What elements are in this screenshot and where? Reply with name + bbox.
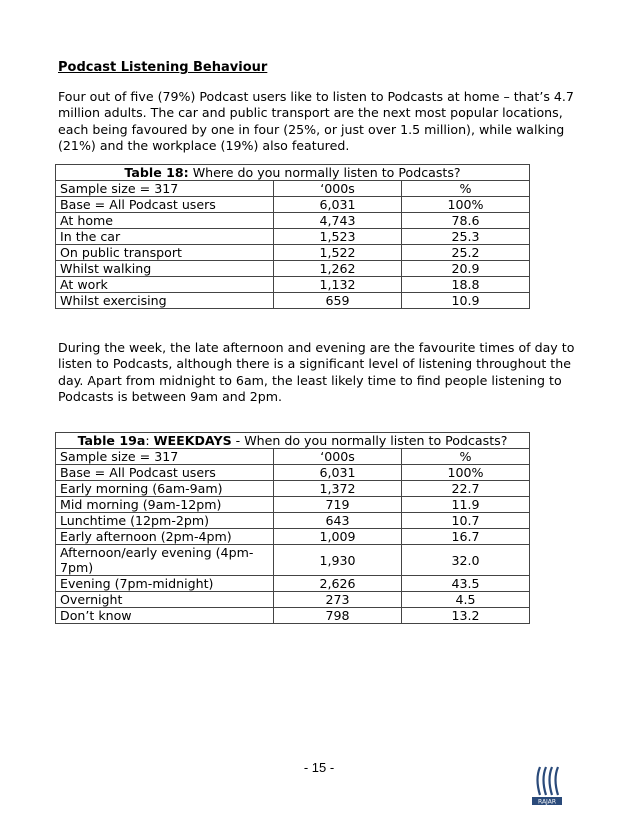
thousands-cell: 1,009 bbox=[274, 529, 402, 545]
table-row bbox=[56, 529, 530, 545]
percent-cell: 10.7 bbox=[402, 513, 530, 529]
percent-cell: 100% bbox=[402, 465, 530, 481]
percent-cell: 78.6 bbox=[402, 213, 530, 229]
thousands-cell: 6,031 bbox=[274, 465, 402, 481]
thousands-cell: ‘000s bbox=[274, 181, 402, 197]
table-row bbox=[56, 197, 530, 213]
table-row bbox=[56, 592, 530, 608]
percent-cell: 25.3 bbox=[402, 229, 530, 245]
percent-cell: 11.9 bbox=[402, 497, 530, 513]
thousands-cell: 1,523 bbox=[274, 229, 402, 245]
thousands-cell: 719 bbox=[274, 497, 402, 513]
table-row bbox=[56, 608, 530, 624]
row-label: Sample size = 317 bbox=[56, 181, 274, 197]
thousands-cell: 6,031 bbox=[274, 197, 402, 213]
percent-cell: % bbox=[402, 449, 530, 465]
thousands-cell: 1,930 bbox=[274, 545, 402, 576]
percent-cell: 100% bbox=[402, 197, 530, 213]
weekday-paragraph: During the week, the late afternoon and evening are the favourite times of day to listen to Podcasts, although there is a significant level of listening throughout the day. Apart from midnight to 6am, the least likely time to find people listening to Podcasts is between 9am and 2pm. bbox=[58, 340, 575, 404]
svg-text:RAJAR: RAJAR bbox=[538, 798, 556, 805]
table-row bbox=[56, 277, 530, 293]
table-header-row bbox=[56, 449, 530, 465]
table-row bbox=[56, 465, 530, 481]
table-row bbox=[56, 513, 530, 529]
percent-cell: 25.2 bbox=[402, 245, 530, 261]
section-heading: Podcast Listening Behaviour bbox=[58, 60, 268, 75]
table-caption-row bbox=[56, 433, 530, 449]
thousands-cell: 1,132 bbox=[274, 277, 402, 293]
table-caption: Table 19a: WEEKDAYS - When do you normally listen to Podcasts? bbox=[56, 433, 530, 449]
row-label: At home bbox=[56, 213, 274, 229]
row-label: Don’t know bbox=[56, 608, 274, 624]
thousands-cell: 798 bbox=[274, 608, 402, 624]
percent-cell: 18.8 bbox=[402, 277, 530, 293]
table-row bbox=[56, 261, 530, 277]
thousands-cell: 4,743 bbox=[274, 213, 402, 229]
percent-cell: 16.7 bbox=[402, 529, 530, 545]
table-row bbox=[56, 576, 530, 592]
row-label: Overnight bbox=[56, 592, 274, 608]
percent-cell: 43.5 bbox=[402, 576, 530, 592]
row-label: Sample size = 317 bbox=[56, 449, 274, 465]
row-label: Evening (7pm-midnight) bbox=[56, 576, 274, 592]
intro-paragraph: Four out of five (79%) Podcast users like to listen to Podcasts at home – that’s 4.7 million adults. The car and public transport are the next most popular locations, each being favoured by one in four (25%, or just over 1.5 million), while walking (21%) and the workplace (19%) also featured. bbox=[58, 89, 574, 153]
page-number: - 15 - bbox=[303, 760, 335, 775]
row-label: On public transport bbox=[56, 245, 274, 261]
percent-cell: 22.7 bbox=[402, 481, 530, 497]
table-caption-row bbox=[56, 165, 530, 181]
row-label: Mid morning (9am-12pm) bbox=[56, 497, 274, 513]
row-label: Whilst walking bbox=[56, 261, 274, 277]
rajar-logo bbox=[532, 765, 562, 805]
table-caption: Table 18: Where do you normally listen to Podcasts? bbox=[56, 165, 530, 181]
thousands-cell: 659 bbox=[274, 293, 402, 309]
thousands-cell: 1,262 bbox=[274, 261, 402, 277]
table-row bbox=[56, 245, 530, 261]
row-label: Base = All Podcast users bbox=[56, 197, 274, 213]
thousands-cell: 273 bbox=[274, 592, 402, 608]
row-label: Early morning (6am-9am) bbox=[56, 481, 274, 497]
table-19a bbox=[55, 432, 530, 624]
table-18 bbox=[55, 164, 530, 309]
row-label: Base = All Podcast users bbox=[56, 465, 274, 481]
thousands-cell: 1,372 bbox=[274, 481, 402, 497]
table-row bbox=[56, 481, 530, 497]
table-row bbox=[56, 293, 530, 309]
percent-cell: 10.9 bbox=[402, 293, 530, 309]
table-row bbox=[56, 213, 530, 229]
percent-cell: 32.0 bbox=[402, 545, 530, 576]
row-label: Lunchtime (12pm-2pm) bbox=[56, 513, 274, 529]
percent-cell: 13.2 bbox=[402, 608, 530, 624]
percent-cell: 4.5 bbox=[402, 592, 530, 608]
table-row bbox=[56, 497, 530, 513]
thousands-cell: 2,626 bbox=[274, 576, 402, 592]
percent-cell: % bbox=[402, 181, 530, 197]
row-label: Whilst exercising bbox=[56, 293, 274, 309]
thousands-cell: ‘000s bbox=[274, 449, 402, 465]
thousands-cell: 1,522 bbox=[274, 245, 402, 261]
percent-cell: 20.9 bbox=[402, 261, 530, 277]
row-label: At work bbox=[56, 277, 274, 293]
table-row bbox=[56, 545, 530, 576]
row-label: Early afternoon (2pm-4pm) bbox=[56, 529, 274, 545]
row-label: Afternoon/early evening (4pm-7pm) bbox=[56, 545, 274, 576]
row-label: In the car bbox=[56, 229, 274, 245]
table-header-row bbox=[56, 181, 530, 197]
thousands-cell: 643 bbox=[274, 513, 402, 529]
table-row bbox=[56, 229, 530, 245]
